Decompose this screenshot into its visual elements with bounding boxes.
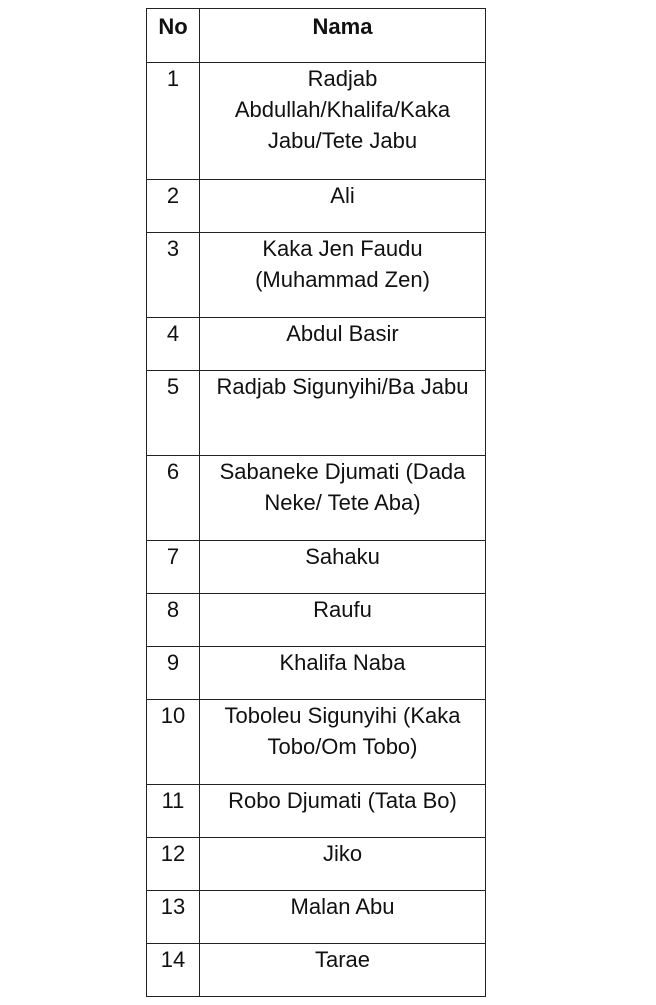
row-number: 3 xyxy=(147,233,200,318)
row-number: 4 xyxy=(147,318,200,371)
table-row xyxy=(147,63,486,180)
row-name: Khalifa Naba xyxy=(200,647,486,700)
row-number: 5 xyxy=(147,371,200,456)
names-table xyxy=(146,8,486,997)
table-row xyxy=(147,318,486,371)
row-name: Abdul Basir xyxy=(200,318,486,371)
row-name: Robo Djumati (Tata Bo) xyxy=(200,785,486,838)
table-row xyxy=(147,594,486,647)
table-row xyxy=(147,944,486,997)
row-name: Raufu xyxy=(200,594,486,647)
row-name: Sahaku xyxy=(200,541,486,594)
row-name: Radjab Sigunyihi/Ba Jabu xyxy=(200,371,486,456)
table-row xyxy=(147,233,486,318)
row-number: 12 xyxy=(147,838,200,891)
table-row xyxy=(147,785,486,838)
table-row xyxy=(147,700,486,785)
row-number: 8 xyxy=(147,594,200,647)
header-no: No xyxy=(147,9,200,63)
row-name: Sabaneke Djumati (Dada Neke/ Tete Aba) xyxy=(200,456,486,541)
table-row xyxy=(147,541,486,594)
row-name: Tarae xyxy=(200,944,486,997)
row-number: 2 xyxy=(147,180,200,233)
row-number: 13 xyxy=(147,891,200,944)
row-name: Malan Abu xyxy=(200,891,486,944)
row-name: Kaka Jen Faudu (Muhammad Zen) xyxy=(200,233,486,318)
header-name: Nama xyxy=(200,9,486,63)
table-row xyxy=(147,647,486,700)
row-name: Toboleu Sigunyihi (Kaka Tobo/Om Tobo) xyxy=(200,700,486,785)
row-number: 10 xyxy=(147,700,200,785)
table-row xyxy=(147,891,486,944)
table-row xyxy=(147,371,486,456)
row-number: 11 xyxy=(147,785,200,838)
row-number: 6 xyxy=(147,456,200,541)
table-row xyxy=(147,838,486,891)
row-number: 14 xyxy=(147,944,200,997)
row-name: Ali xyxy=(200,180,486,233)
row-number: 9 xyxy=(147,647,200,700)
row-name: Jiko xyxy=(200,838,486,891)
table-header-row xyxy=(147,9,486,63)
row-name: Radjab Abdullah/Khalifa/Kaka Jabu/Tete Jabu xyxy=(200,63,486,180)
row-number: 7 xyxy=(147,541,200,594)
row-number: 1 xyxy=(147,63,200,180)
table-row xyxy=(147,180,486,233)
table-row xyxy=(147,456,486,541)
